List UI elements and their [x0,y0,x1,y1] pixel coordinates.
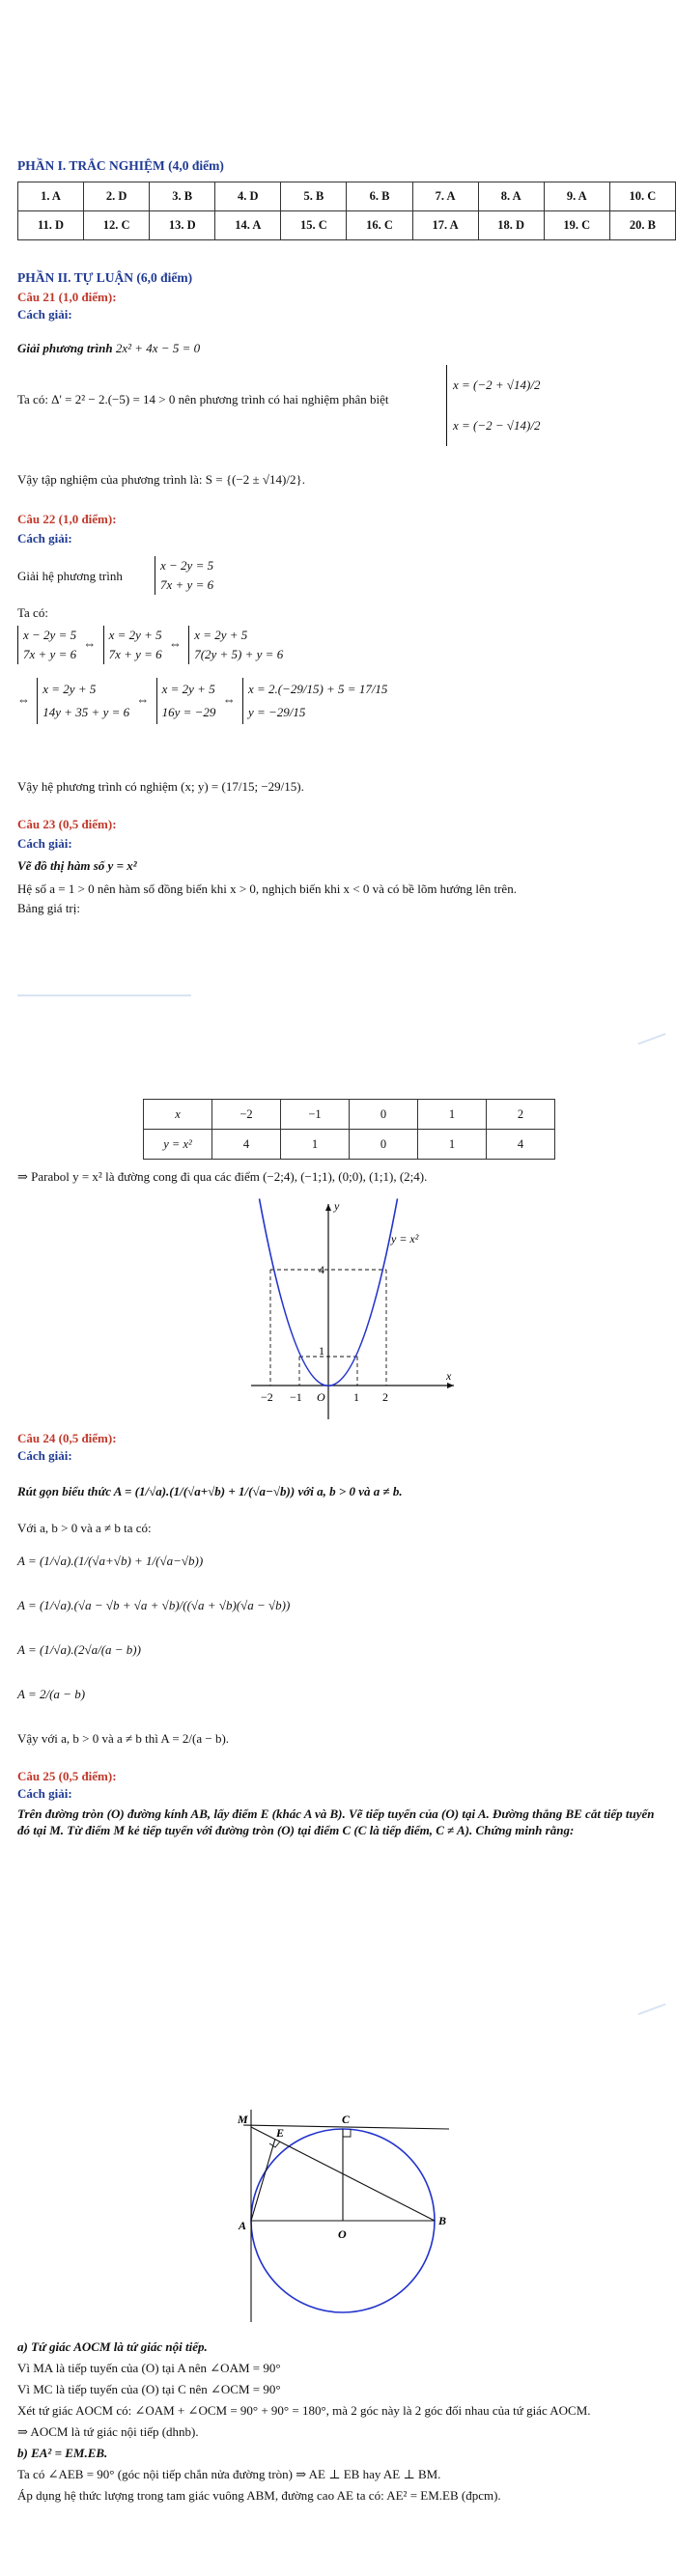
q25-method: Cách giải: [17,1786,72,1801]
q24-step2: A = (1/√a).(√a − √b + √a + √b)/((√a + √b)(√a − √b)) [17,1598,291,1612]
q21-prompt: Giải phương trình [17,341,113,355]
q22-step1-sys3 [188,626,283,664]
q22-step1-sys2 [103,626,162,664]
q25-a1: Vì MA là tiếp tuyến của (O) tại A nên ∠OAM = 90° [17,2361,281,2375]
value-cell: 2 [487,1100,555,1130]
q22-step2-eq: x = 2y + 5 [161,682,215,696]
q25-b2: Áp dụng hệ thức lượng trong tam giác vuông ABM, đường cao AE ta có: AE² = EM.EB (đpcm). [17,2488,501,2503]
answer-cell: 2. D [84,182,150,211]
q22-step1-sys1 [17,626,76,664]
page-break-artifact [638,2003,666,2015]
q22-step2-eq: 16y = −29 [161,705,216,719]
q22-eq1: x − 2y = 5 [160,558,214,573]
q22-method: Cách giải: [17,531,72,546]
q23-prompt: Vẽ đồ thị hàm số y = x² [17,858,137,873]
label-b: B [438,2214,447,2227]
q23-method: Cách giải: [17,836,72,851]
equivalent-symbol: ⇔ [168,635,182,651]
answer-cell: 16. C [347,211,412,240]
answer-cell: 10. C [609,182,675,211]
value-cell: 0 [350,1130,418,1160]
value-cell: x [144,1100,212,1130]
answer-cell: 20. B [609,211,675,240]
q24-method: Cách giải: [17,1448,72,1463]
q25-a4: ⇒ AOCM là tứ giác nội tiếp (dhnb). [17,2424,199,2439]
value-cell: 1 [418,1130,487,1160]
answer-cell: 9. A [544,182,609,211]
q24-prompt: Rút gọn biểu thức A = (1/√a).(1/(√a+√b) + 1/(√a−√b)) với a, b > 0 và a ≠ b. [17,1484,403,1498]
q24-step4: A = 2/(a − b) [17,1687,86,1701]
answer-cell: 19. C [544,211,609,240]
q22-system [155,556,213,595]
answer-cell: 5. B [281,182,347,211]
value-cell: y = x² [144,1130,212,1160]
q25-title: Câu 25 (0,5 điểm): [17,1769,117,1783]
q21-prompt-line [17,340,200,357]
answer-cell: 11. D [18,211,84,240]
value-cell: 4 [487,1130,555,1160]
q21-root2: x = (−2 − √14)/2 [453,418,541,433]
q24-cond: Với a, b > 0 và a ≠ b ta có: [17,1521,152,1535]
value-table-row [144,1130,555,1160]
page-break-artifact [638,1033,666,1045]
answer-cell: 14. A [215,211,281,240]
answer-cell: 7. A [412,182,478,211]
right-angle-e [269,2142,280,2147]
q25-a3: Xét tứ giác AOCM có: ∠OAM + ∠OCM = 90° + 90° = 180°, mà 2 góc này là 2 góc đối nhau của tứ giác AOCM. [17,2403,591,2418]
q22-step2-sys3 [242,678,388,724]
x-axis-label: x [446,1369,452,1383]
equivalent-symbol: ⇔ [83,635,97,651]
q21-roots [446,365,541,446]
q22-step1-eq: x − 2y = 5 [23,628,77,642]
q21-title: Câu 21 (1,0 điểm): [17,290,117,304]
page-break-artifact [17,994,191,996]
q23-line1: Hệ số a = 1 > 0 nên hàm số đồng biến khi x > 0, nghịch biến khi x < 0 và có bề lõm hướng lên trên. [17,882,517,896]
tick-y-1: 1 [319,1344,324,1358]
q22-step1-eq: 7x + y = 6 [23,647,77,661]
circle-figure [222,2100,473,2332]
label-o: O [338,2227,347,2241]
value-cell: 4 [212,1130,281,1160]
q22-step2-sys2 [156,678,216,724]
answer-cell: 13. D [150,211,215,240]
q25-part-a: a) Tứ giác AOCM là tứ giác nội tiếp. [17,2339,208,2354]
q22-taco: Ta có: [17,605,48,620]
part1-heading: PHẦN I. TRẮC NGHIỆM (4,0 điểm) [17,158,224,173]
q25-prompt: Trên đường tròn (O) đường kính AB, lấy điểm E (khác A và B). Vẽ tiếp tuyến của (O) tại A. Đường thẳng BE cắt tiếp tuyến đó tại M. Từ điểm M kẻ tiếp tuyến với đường tròn (O) tại điểm C (C là tiếp điểm, C ≠ A). Chứng minh rằng: [17,1806,655,1837]
q21-conclusion: Vậy tập nghiệm của phương trình là: S = {(−2 ± √14)/2}. [17,472,305,487]
answer-cell: 3. B [150,182,215,211]
q22-step2-eq: x = 2.(−29/15) + 5 = 17/15 [247,682,388,696]
q25-part-b: b) EA² = EM.EB. [17,2446,108,2460]
x-axis-arrow [447,1383,454,1388]
q22-step1-eq: 7(2y + 5) + y = 6 [194,647,284,661]
q22-title: Câu 22 (1,0 điểm): [17,512,117,526]
q22-eq2: 7x + y = 6 [160,577,214,592]
q23-after: ⇒ Parabol y = x² là đường cong đi qua các điểm (−2;4), (−1;1), (0;0), (1;1), (2;4). [17,1169,428,1184]
label-c: C [342,2113,351,2126]
value-cell: −2 [212,1100,281,1130]
tick-x-neg2: −2 [261,1390,273,1404]
q21-equation: 2x² + 4x − 5 = 0 [115,341,201,355]
value-table [143,1099,555,1160]
label-a: A [239,2219,247,2232]
answer-row [18,211,676,240]
value-cell: 0 [350,1100,418,1130]
q24-step1: A = (1/√a).(1/(√a+√b) + 1/(√a−√b)) [17,1554,204,1568]
label-e: E [276,2126,285,2140]
answer-cell: 12. C [84,211,150,240]
value-cell: 1 [418,1100,487,1130]
q22-step2-sys1 [37,678,129,724]
tick-y-4: 4 [319,1263,324,1276]
equivalent-symbol: ⇔ [222,691,236,707]
parabola-graph [241,1192,464,1424]
y-axis-arrow [325,1204,331,1211]
answer-cell: 17. A [412,211,478,240]
q22-step2 [17,678,387,724]
q22-conclusion: Vậy hệ phương trình có nghiệm (x; y) = (17/15; −29/15). [17,779,304,794]
tick-x-2: 2 [382,1390,388,1404]
equivalent-symbol: ⇔ [17,691,30,707]
q22-step2-eq: 14y + 35 + y = 6 [42,705,130,719]
answer-cell: 1. A [18,182,84,211]
q22-prompt: Giải hệ phương trình [17,569,123,583]
tick-x-neg1: −1 [290,1390,302,1404]
q24-title: Câu 24 (0,5 điểm): [17,1431,117,1445]
q25-a2: Vì MC là tiếp tuyến của (O) tại C nên ∠OCM = 90° [17,2382,281,2396]
tick-x-1: 1 [353,1390,359,1404]
answer-row [18,182,676,211]
q21-method: Cách giải: [17,307,72,322]
q22-step2-eq: y = −29/15 [247,705,306,719]
q24-step3: A = (1/√a).(2√a/(a − b)) [17,1642,141,1657]
curve-label: y = x² [391,1232,419,1246]
y-axis-label: y [334,1199,340,1213]
q21-delta-line: Ta có: Δ' = 2² − 2.(−5) = 14 > 0 nên phương trình có hai nghiệm phân biệt [17,392,389,406]
answer-cell: 4. D [215,182,281,211]
value-table-row [144,1100,555,1130]
right-angle-c [343,2129,351,2137]
answer-table [17,182,676,240]
q25-b1: Ta có ∠AEB = 90° (góc nội tiếp chắn nửa đường tròn) ⇒ AE ⊥ EB hay AE ⊥ BM. [17,2467,441,2481]
answer-cell: 18. D [478,211,544,240]
q22-step1-eq: x = 2y + 5 [194,628,248,642]
q22-step1-eq: x = 2y + 5 [108,628,162,642]
segment-ae [251,2139,275,2221]
q22-step1 [17,626,283,664]
label-m: M [238,2113,248,2126]
q23-line2: Bảng giá trị: [17,901,80,915]
q21-root1: x = (−2 + √14)/2 [453,378,541,392]
origin-label: O [317,1390,325,1404]
q22-step2-eq: x = 2y + 5 [42,682,97,696]
value-cell: −1 [281,1100,350,1130]
value-cell: 1 [281,1130,350,1160]
answer-cell: 15. C [281,211,347,240]
q23-title: Câu 23 (0,5 điểm): [17,817,117,831]
answer-cell: 8. A [478,182,544,211]
equivalent-symbol: ⇔ [136,691,150,707]
part2-heading: PHẦN II. TỰ LUẬN (6,0 điểm) [17,270,193,285]
q24-conclusion: Vậy với a, b > 0 và a ≠ b thì A = 2/(a − b). [17,1731,230,1746]
q22-step1-eq: 7x + y = 6 [108,647,162,661]
answer-cell: 6. B [347,182,412,211]
